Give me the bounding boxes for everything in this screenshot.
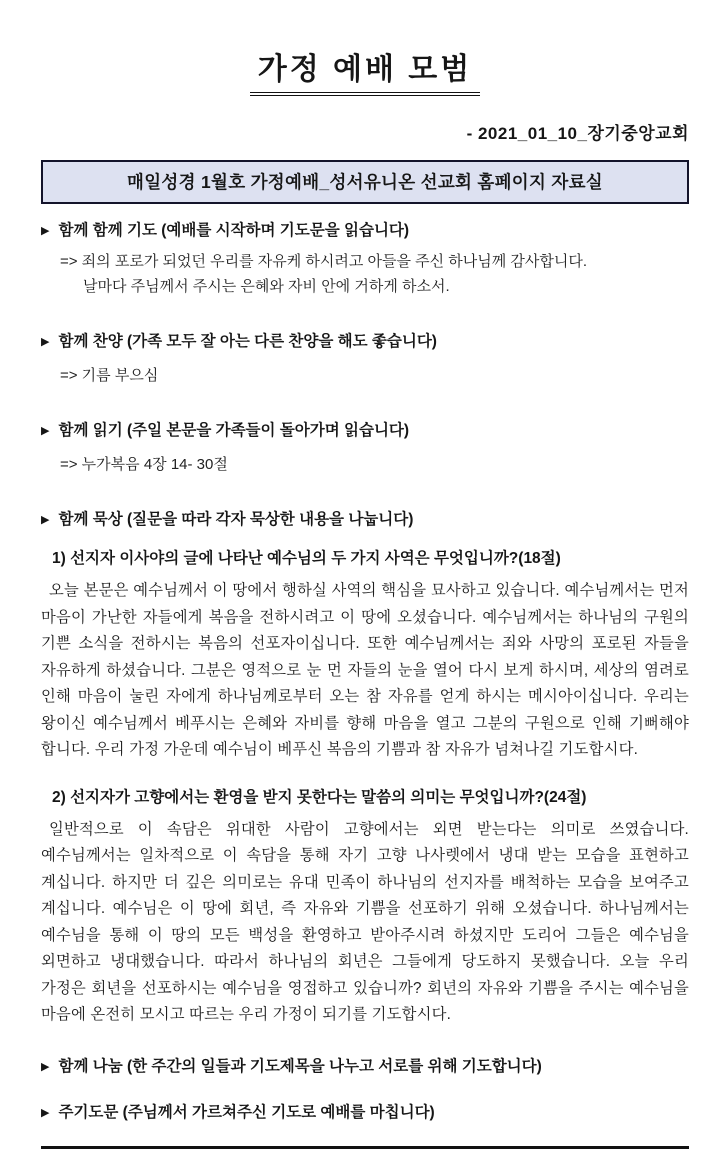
meditation-question-2: 2) 선지자가 고향에서는 환영을 받지 못한다는 말씀의 의미는 무엇입니까?(24절) (52, 788, 587, 806)
triangle-bullet-icon: ▶ (41, 1060, 50, 1073)
source-banner: 매일성경 1월호 가정예배_성서유니온 선교회 홈페이지 자료실 (41, 160, 689, 204)
page-title-text: 가정 예배 모범 (250, 44, 481, 96)
reading-response-line1: => 누가복음 4장 14- 30절 (60, 456, 228, 473)
section-prayer-heading (41, 221, 689, 241)
praise-response-line1: => 기름 부으심 (60, 367, 159, 384)
section-heading-label: 함께 묵상 (질문을 따라 각자 묵상한 내용을 나눕니다) (58, 511, 414, 528)
section-reading-heading (41, 421, 689, 441)
prayer-response-line1: => 죄의 포로가 되었던 우리를 자유케 하시려고 아들을 주신 하나님께 감사합니다. (60, 253, 588, 270)
meditation-question-1: 1) 선지자 이사야의 글에 나타난 예수님의 두 가지 사역은 무엇입니까?(18절) (52, 550, 561, 567)
triangle-bullet-icon: ▶ (41, 514, 50, 526)
page-title (41, 44, 689, 96)
section-heading-label: 주기도문 (주님께서 가르쳐주신 기도로 예배를 마칩니다) (58, 1103, 435, 1121)
section-heading-label: 함께 함께 기도 (예배를 시작하며 기도문을 읽습니다) (58, 222, 410, 239)
triangle-bullet-icon: ▶ (41, 225, 50, 237)
section-sharing-heading (41, 1057, 689, 1077)
section-lords-prayer-heading (41, 1103, 689, 1123)
section-meditation-heading (41, 510, 689, 530)
section-heading-label: 함께 나눔 (한 주간의 일들과 기도제목을 나누고 서로를 위해 기도합니다) (58, 1057, 542, 1075)
triangle-bullet-icon: ▶ (41, 425, 50, 437)
bottom-divider (41, 1146, 689, 1149)
prayer-response-line2: 날마다 주님께서 주시는 은혜와 자비 안에 거하게 하소서. (83, 278, 450, 295)
meditation-answer-1: 오늘 본문은 예수님께서 이 땅에서 행하실 사역의 핵심을 묘사하고 있습니다. 예수님께서는 먼저 마음이 가난한 자들에게 복음을 전하시려고 이 땅에 오셨습니다. 예수님께서는 하나님의 구원의 기쁜 소식을 전하시는 복음의 선포자이십니다. 또한 예수님께서는 죄와 사망의 포로된 자들을 자유하게 하셨습니다. 그분은 영적으로 눈 먼 자들의 눈을 열어 다시 보게 하시며, 세상의 염려로 인해 마음이 눌린 자에게 하나님께로부터 오는 참 자유를 얻게 하시는 메시아이십니다. 우리는 왕이신 예수님께서 베푸시는 은혜와 자비를 향해 마음을 열고 그분의 구원으로 인해 기뻐해야 합니다. 우리 가정 가운데 예수님이 베푸신 복음의 기쁨과 참 자유가 넘쳐나길 기도합시다. (41, 582, 689, 758)
meditation-answer-2: 일반적으로 이 속담은 위대한 사람이 고향에서는 외면 받는다는 의미로 쓰였습니다. 예수님께서는 일차적으로 이 속담을 통해 자기 고향 나사렛에서 냉대 받는 모습을 표현하고 계십니다. 하지만 더 깊은 의미로는 유대 민족이 하나님의 선지자를 배척하는 모습을 보여주고 계십니다. 예수님은 이 땅에 회년, 즉 자유와 기쁨을 선포하기 위해 오셨습니다. 하나님께서는 예수님을 통해 이 땅의 모든 백성을 환영하고 받아주시려 하셨지만 도리어 그들은 예수님을 외면하고 냉대했습니다. 따라서 하나님의 회년은 그들에게 당도하지 못했습니다. 오늘 우리 가정은 회년을 선포하시는 예수님을 영접하고 있습니까? 회년의 자유와 기쁨을 주시는 예수님을 마음에 온전히 모시고 따르는 우리 가정이 되기를 기도합시다. (41, 820, 689, 1023)
section-praise-heading (41, 332, 689, 352)
section-heading-label: 함께 읽기 (주일 본문을 가족들이 돌아가며 읽습니다) (58, 422, 410, 439)
date-church-line: - 2021_01_10_장기중앙교회 (466, 124, 689, 143)
triangle-bullet-icon: ▶ (41, 336, 50, 348)
triangle-bullet-icon: ▶ (41, 1106, 50, 1119)
section-heading-label: 함께 찬양 (가족 모두 잘 아는 다른 찬양을 해도 좋습니다) (58, 333, 437, 350)
